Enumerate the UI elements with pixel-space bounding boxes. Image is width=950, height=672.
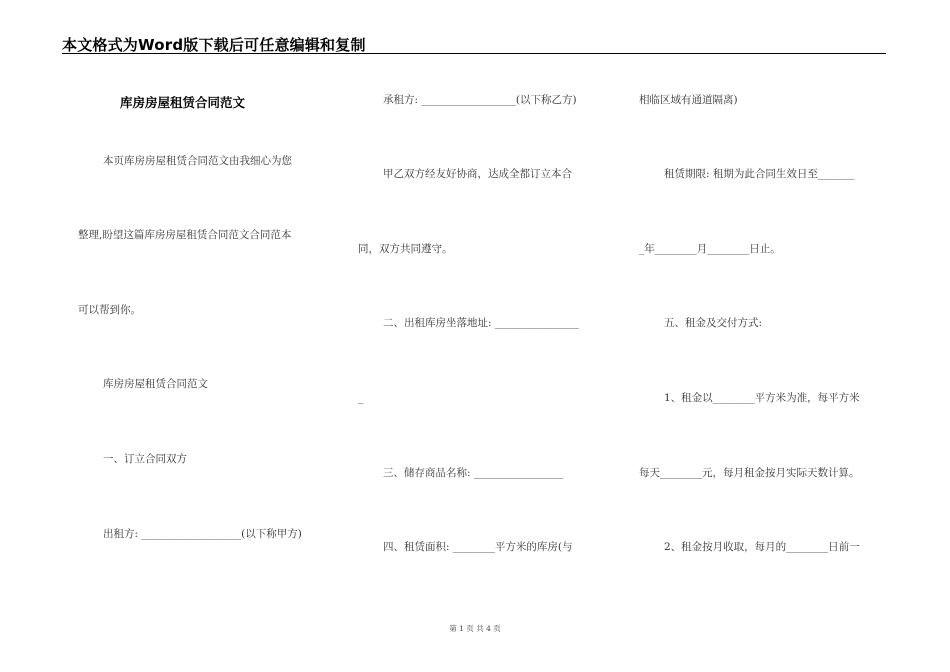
- col1-line-4: 库房房屋租赁合同范文: [103, 378, 208, 390]
- col2-line-3: 同，双方共同遵守。: [358, 243, 453, 255]
- col3-line-5: 1、租金以________平方米为准，每平方米: [664, 392, 860, 404]
- col3-line-4: 五、租金及交付方式:: [664, 317, 763, 329]
- col2-line-4: 二、出租库房坐落地址: ________________: [383, 317, 579, 329]
- col3-line-1: 相临区域有通道隔离): [639, 94, 738, 106]
- col2-line-1: 承租方: __________________(以下称乙方): [383, 94, 577, 106]
- page-footer: 第 1 页 共 4 页: [449, 624, 501, 633]
- col3-line-3: _年________月________日止。: [639, 243, 781, 255]
- col1-line-6: 出租方: ___________________(以下称甲方): [103, 528, 302, 540]
- col1-line-3: 可以帮到你。: [78, 304, 141, 316]
- col3-line-7: 2、租金按月收取，每月的________日前一: [664, 541, 860, 553]
- page-header: 本文格式为Word版下载后可任意编辑和复制: [62, 36, 366, 54]
- col2-line-5: _: [358, 392, 364, 404]
- header-divider: [62, 53, 886, 54]
- col3-line-6: 每天________元，每月租金按月实际天数计算。: [639, 467, 860, 479]
- col2-line-6: 三、储存商品名称: _________________: [383, 467, 564, 479]
- col1-line-5: 一、订立合同双方: [103, 453, 187, 465]
- col2-line-7: 四、租赁面积: ________平方米的库房(与: [383, 541, 573, 553]
- col3-line-2: 租赁期限: 租期为此合同生效日至_______: [664, 168, 855, 180]
- col1-line-1: 本页库房房屋租赁合同范文由我细心为您: [103, 155, 292, 167]
- col2-line-2: 甲乙双方经友好协商，达成全都订立本合: [383, 168, 572, 180]
- col1-line-2: 整理,盼望这篇库房房屋租赁合同范文合同范本: [78, 229, 292, 241]
- document-title: 库房房屋租赁合同范文: [120, 95, 246, 110]
